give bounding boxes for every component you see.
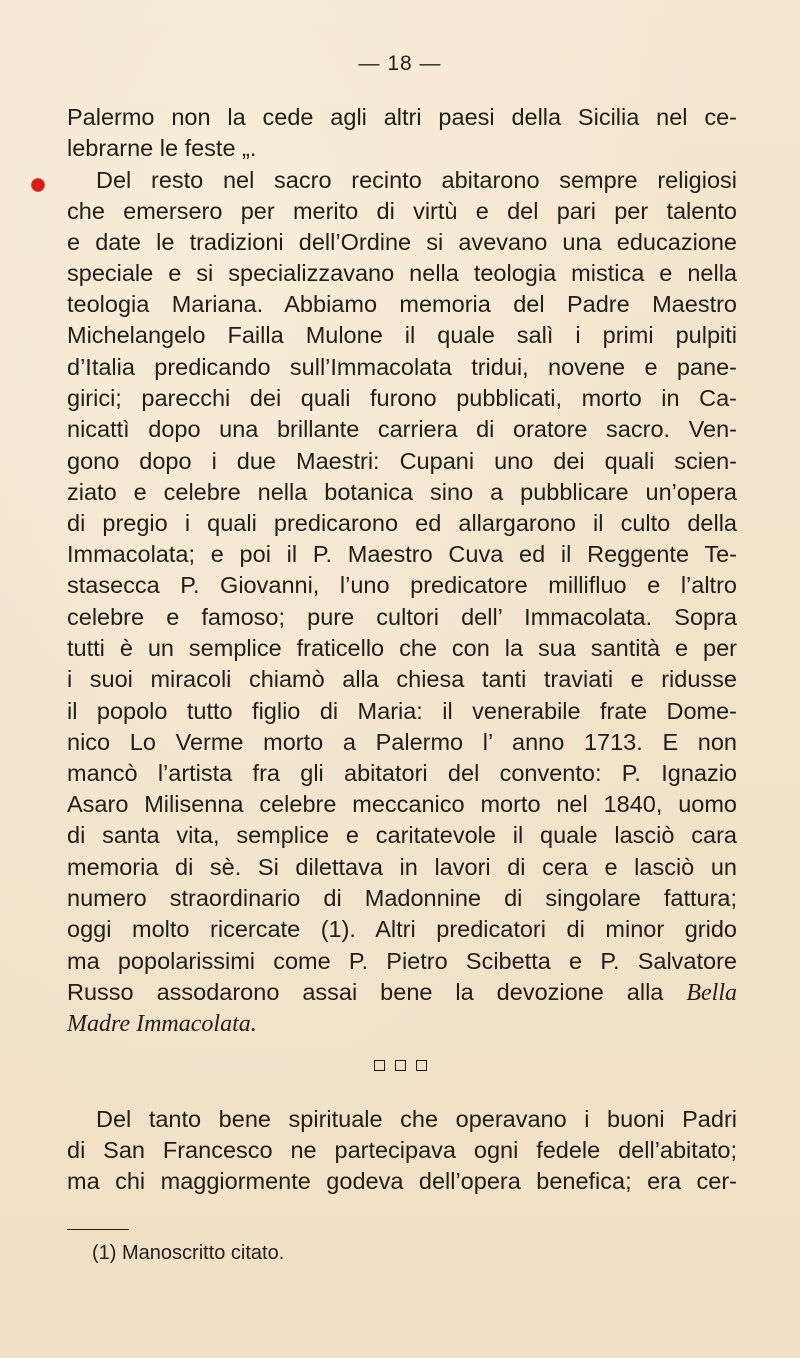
text-line: di pregio i quali predicarono ed allargarono il culto della xyxy=(67,510,737,536)
text-line: Del tanto bene spirituale che operavano i buoni Padri xyxy=(96,1106,737,1132)
italic-phrase: Madre Immacolata. xyxy=(67,1011,257,1037)
text-line xyxy=(67,977,737,1009)
text-line: Immacolata; e poi il P. Maestro Cuva ed il Reggente Te- xyxy=(67,541,737,567)
text-line: Michelangelo Failla Mulone il quale salì i primi pulpiti xyxy=(67,322,737,348)
text-line: gono dopo i due Maestri: Cupani uno dei quali scien- xyxy=(67,448,737,474)
text-line: ma chi maggiormente godeva dell’opera benefica; era cer- xyxy=(67,1168,737,1194)
text-line: mancò l’artista fra gli abitatori del convento: P. Ignazio xyxy=(67,760,737,786)
separator-square xyxy=(395,1060,406,1071)
footnote: (1) Manoscritto citato. xyxy=(92,1242,285,1264)
text-line: teologia Mariana. Abbiamo memoria del Padre Maestro xyxy=(67,291,737,317)
italic-phrase: Bella xyxy=(686,980,737,1006)
text-line: nicattì dopo una brillante carriera di oratore sacro. Ven- xyxy=(67,416,737,442)
text-line: ma popolarissimi come P. Pietro Scibetta e P. Salvatore xyxy=(67,948,737,974)
text-line: memoria di sè. Si dilettava in lavori di cera e lasciò un xyxy=(67,854,737,880)
text-line: lebrarne le feste „. xyxy=(67,135,257,161)
text-line: numero straordinario di Madonnine di singolare fattura; xyxy=(67,885,737,911)
text-line: Palermo non la cede agli altri paesi della Sicilia nel ce- xyxy=(67,104,737,130)
text-line: d’Italia predicando sull’Immacolata tridui, novene e pane- xyxy=(67,354,737,380)
text-line: tutti è un semplice fraticello che con la sua santità e per xyxy=(67,635,737,661)
text-line: stasecca P. Giovanni, l’uno predicatore millifluo e l’altro xyxy=(67,572,737,598)
text-line: girici; parecchi dei quali furono pubblicati, morto in Ca- xyxy=(67,385,737,411)
text-line: e date le tradizioni dell’Ordine si avevano una educazione xyxy=(67,229,737,255)
separator-square xyxy=(416,1060,427,1071)
text-line: speciale e si specializzavano nella teologia mistica e nella xyxy=(67,260,737,286)
text-line: il popolo tutto figlio di Maria: il venerabile frate Dome- xyxy=(67,698,737,724)
text-segment: Russo assodarono assai bene la devozione alla xyxy=(67,979,664,1005)
text-line: ziato e celebre nella botanica sino a pubblicare un’opera xyxy=(67,479,737,505)
text-line: Asaro Milisenna celebre meccanico morto nel 1840, uomo xyxy=(67,791,737,817)
separator-square xyxy=(374,1060,385,1071)
text-line: che emersero per merito di virtù e del pari per talento xyxy=(67,198,737,224)
red-ink-mark xyxy=(31,178,45,192)
text-line: celebre e famoso; pure cultori dell’ Immacolata. Sopra xyxy=(67,604,737,630)
text-line: i suoi miracoli chiamò alla chiesa tanti traviati e ridusse xyxy=(67,666,737,692)
text-line: di San Francesco ne partecipava ogni fedele dell’abitato; xyxy=(67,1137,737,1163)
text-line: nico Lo Verme morto a Palermo l’ anno 1713. E non xyxy=(67,729,737,755)
section-separator xyxy=(0,1056,800,1073)
text-line xyxy=(67,1008,737,1040)
footnote-rule xyxy=(67,1229,129,1230)
page-number: — 18 — xyxy=(358,52,442,75)
text-line: oggi molto ricercate (1). Altri predicatori di minor grido xyxy=(67,916,737,942)
text-line: Del resto nel sacro recinto abitarono sempre religiosi xyxy=(96,167,737,193)
text-line: di santa vita, semplice e caritatevole il quale lasciò cara xyxy=(67,822,737,848)
